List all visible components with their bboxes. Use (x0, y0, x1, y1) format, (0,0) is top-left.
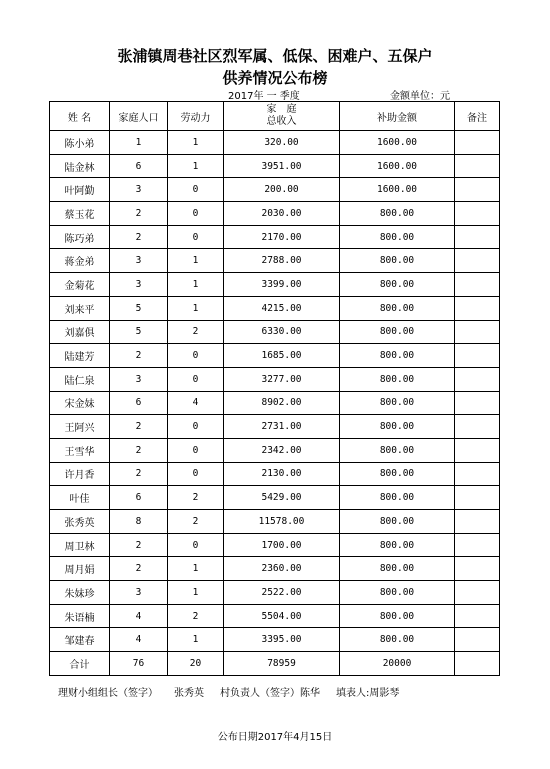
table-row (50, 154, 500, 178)
table-row (50, 249, 500, 273)
cell-income: 4215.00 (224, 296, 340, 320)
cell-subsidy: 1600.00 (340, 178, 455, 202)
cell-workers: 0 (168, 178, 224, 202)
cell-remarks (455, 154, 500, 178)
cell-income: 1685.00 (224, 344, 340, 368)
total-row (50, 652, 500, 676)
cell-income: 2731.00 (224, 415, 340, 439)
header-income-line1: 家 庭 (266, 104, 297, 115)
cell-family-size: 6 (110, 486, 168, 510)
cell-family-size: 2 (110, 225, 168, 249)
table-row (50, 131, 500, 155)
cell-income: 2342.00 (224, 438, 340, 462)
page-title: 张浦镇周巷社区烈军属、低保、困难户、五保户 (117, 47, 433, 65)
cell-family-size: 6 (110, 391, 168, 415)
total-label: 合计 (50, 652, 110, 676)
cell-remarks (455, 178, 500, 202)
cell-workers: 2 (168, 320, 224, 344)
table-row (50, 486, 500, 510)
cell-income: 1700.00 (224, 533, 340, 557)
table-row (50, 533, 500, 557)
cell-family-size: 2 (110, 438, 168, 462)
cell-family-size: 2 (110, 533, 168, 557)
cell-remarks (455, 391, 500, 415)
cell-remarks (455, 486, 500, 510)
cell-remarks (455, 510, 500, 534)
cell-subsidy: 800.00 (340, 557, 455, 581)
table-row (50, 462, 500, 486)
cell-income: 3395.00 (224, 628, 340, 652)
cell-family-size: 4 (110, 628, 168, 652)
cell-family-size: 1 (110, 131, 168, 155)
cell-remarks (455, 438, 500, 462)
cell-remarks (455, 462, 500, 486)
cell-workers: 1 (168, 581, 224, 605)
header-income-line2: 总收入 (266, 116, 297, 127)
header-income (224, 102, 340, 131)
cell-income: 2030.00 (224, 202, 340, 226)
cell-remarks (455, 367, 500, 391)
currency-unit-label: 金额单位：元 (390, 91, 450, 102)
cell-subsidy: 800.00 (340, 296, 455, 320)
cell-subsidy: 800.00 (340, 510, 455, 534)
cell-subsidy: 800.00 (340, 225, 455, 249)
cell-income: 3951.00 (224, 154, 340, 178)
cell-name: 周卫林 (50, 533, 110, 557)
cell-family-size: 4 (110, 604, 168, 628)
cell-workers: 0 (168, 462, 224, 486)
cell-remarks (455, 296, 500, 320)
cell-income: 200.00 (224, 178, 340, 202)
cell-name: 张秀英 (50, 510, 110, 534)
cell-family-size: 2 (110, 415, 168, 439)
header-remarks: 备注 (455, 102, 500, 131)
cell-family-size: 2 (110, 344, 168, 368)
cell-workers: 4 (168, 391, 224, 415)
cell-name: 邹建春 (50, 628, 110, 652)
cell-workers: 1 (168, 249, 224, 273)
table-row (50, 581, 500, 605)
cell-workers: 0 (168, 202, 224, 226)
cell-subsidy: 800.00 (340, 344, 455, 368)
cell-name: 叶佳 (50, 486, 110, 510)
table-row (50, 202, 500, 226)
table-row (50, 273, 500, 297)
cell-subsidy: 800.00 (340, 273, 455, 297)
cell-remarks (455, 604, 500, 628)
cell-name: 许月香 (50, 462, 110, 486)
page-subtitle: 供养情况公布榜 (222, 69, 328, 87)
cell-family-size: 5 (110, 320, 168, 344)
cell-remarks (455, 344, 500, 368)
cell-income: 2360.00 (224, 557, 340, 581)
cell-workers: 1 (168, 296, 224, 320)
cell-family-size: 3 (110, 178, 168, 202)
cell-workers: 1 (168, 131, 224, 155)
cell-subsidy: 1600.00 (340, 131, 455, 155)
cell-workers: 1 (168, 628, 224, 652)
cell-subsidy: 800.00 (340, 202, 455, 226)
cell-remarks (455, 320, 500, 344)
cell-name: 朱妹珍 (50, 581, 110, 605)
cell-name: 王阿兴 (50, 415, 110, 439)
cell-name: 刘来平 (50, 296, 110, 320)
cell-name: 蒋金弟 (50, 249, 110, 273)
cell-name: 蔡玉花 (50, 202, 110, 226)
header-workers: 劳动力 (168, 102, 224, 131)
cell-workers: 0 (168, 533, 224, 557)
cell-name: 刘嘉俱 (50, 320, 110, 344)
cell-income: 3277.00 (224, 367, 340, 391)
cell-subsidy: 800.00 (340, 320, 455, 344)
total-family: 76 (110, 652, 168, 676)
cell-workers: 0 (168, 367, 224, 391)
cell-family-size: 3 (110, 249, 168, 273)
cell-remarks (455, 131, 500, 155)
cell-income: 8902.00 (224, 391, 340, 415)
cell-remarks (455, 202, 500, 226)
cell-subsidy: 800.00 (340, 391, 455, 415)
cell-subsidy: 800.00 (340, 581, 455, 605)
cell-name: 陆建芳 (50, 344, 110, 368)
cell-income: 5429.00 (224, 486, 340, 510)
cell-workers: 0 (168, 225, 224, 249)
cell-family-size: 6 (110, 154, 168, 178)
cell-subsidy: 800.00 (340, 249, 455, 273)
cell-income: 2522.00 (224, 581, 340, 605)
cell-subsidy: 1600.00 (340, 154, 455, 178)
table-row (50, 225, 500, 249)
table-header-row (50, 102, 500, 131)
cell-remarks (455, 249, 500, 273)
table-row (50, 628, 500, 652)
total-labor: 20 (168, 652, 224, 676)
table-row (50, 557, 500, 581)
table-row (50, 391, 500, 415)
cell-subsidy: 800.00 (340, 438, 455, 462)
cell-income: 5504.00 (224, 604, 340, 628)
cell-family-size: 2 (110, 557, 168, 581)
cell-name: 陈巧弟 (50, 225, 110, 249)
cell-workers: 2 (168, 510, 224, 534)
cell-remarks (455, 225, 500, 249)
cell-remarks (455, 628, 500, 652)
header-family-size: 家庭人口 (110, 102, 168, 131)
cell-family-size: 2 (110, 462, 168, 486)
cell-income: 6330.00 (224, 320, 340, 344)
table-row (50, 438, 500, 462)
table-row (50, 415, 500, 439)
cell-subsidy: 800.00 (340, 604, 455, 628)
cell-name: 陆金林 (50, 154, 110, 178)
table-row (50, 178, 500, 202)
total-note (455, 652, 500, 676)
cell-subsidy: 800.00 (340, 367, 455, 391)
table-row (50, 510, 500, 534)
cell-workers: 1 (168, 154, 224, 178)
cell-name: 金菊花 (50, 273, 110, 297)
cell-subsidy: 800.00 (340, 533, 455, 557)
cell-remarks (455, 581, 500, 605)
table-row (50, 604, 500, 628)
table-row (50, 296, 500, 320)
filled-by-label: 填表人:周影琴 (336, 688, 400, 699)
cell-workers: 1 (168, 557, 224, 581)
cell-family-size: 5 (110, 296, 168, 320)
cell-remarks (455, 533, 500, 557)
cell-workers: 0 (168, 438, 224, 462)
cell-subsidy: 800.00 (340, 486, 455, 510)
cell-subsidy: 800.00 (340, 462, 455, 486)
cell-remarks (455, 557, 500, 581)
cell-subsidy: 800.00 (340, 415, 455, 439)
cell-family-size: 3 (110, 367, 168, 391)
cell-family-size: 8 (110, 510, 168, 534)
cell-family-size: 3 (110, 273, 168, 297)
village-head-label: 村负责人（签字）陈华 (220, 688, 320, 699)
cell-income: 2170.00 (224, 225, 340, 249)
cell-name: 陈小弟 (50, 131, 110, 155)
table-row (50, 367, 500, 391)
subsidy-table (49, 101, 500, 676)
cell-remarks (455, 415, 500, 439)
period-label: 2017年 一 季度 (228, 91, 300, 102)
cell-name: 宋金妹 (50, 391, 110, 415)
table-row (50, 344, 500, 368)
cell-family-size: 3 (110, 581, 168, 605)
cell-remarks (455, 273, 500, 297)
cell-name: 王雪华 (50, 438, 110, 462)
cell-workers: 1 (168, 273, 224, 297)
cell-income: 2788.00 (224, 249, 340, 273)
cell-name: 陆仁泉 (50, 367, 110, 391)
cell-income: 2130.00 (224, 462, 340, 486)
total-subsidy: 20000 (340, 652, 455, 676)
total-income: 78959 (224, 652, 340, 676)
wealth-leader-label: 理财小组组长（签字） (58, 688, 158, 699)
header-name: 姓 名 (50, 102, 110, 131)
cell-name: 周月娟 (50, 557, 110, 581)
header-subsidy: 补助金额 (340, 102, 455, 131)
cell-income: 3399.00 (224, 273, 340, 297)
cell-subsidy: 800.00 (340, 628, 455, 652)
table-row (50, 320, 500, 344)
cell-family-size: 2 (110, 202, 168, 226)
cell-workers: 0 (168, 415, 224, 439)
cell-workers: 0 (168, 344, 224, 368)
cell-workers: 2 (168, 604, 224, 628)
cell-income: 320.00 (224, 131, 340, 155)
cell-workers: 2 (168, 486, 224, 510)
wealth-leader-name: 张秀英 (174, 688, 204, 699)
cell-name: 朱语楠 (50, 604, 110, 628)
signature-line (58, 684, 415, 699)
cell-name: 叶阿勤 (50, 178, 110, 202)
publish-date: 公布日期2017年4月15日 (217, 732, 333, 743)
cell-income: 11578.00 (224, 510, 340, 534)
